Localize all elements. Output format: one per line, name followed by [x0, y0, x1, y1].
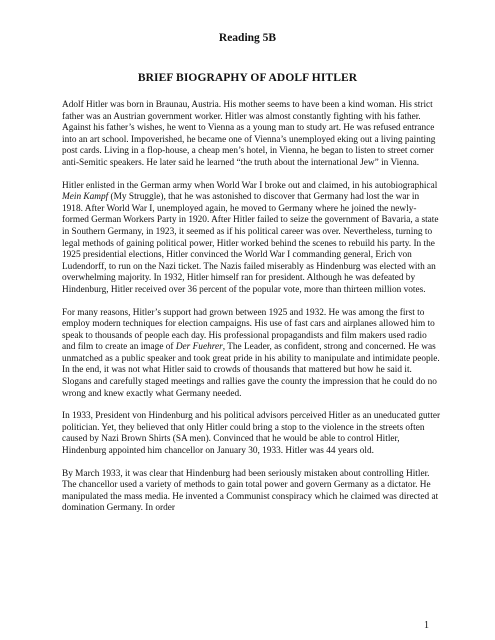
document-title: BRIEF BIOGRAPHY OF ADOLF HITLER [137, 72, 358, 84]
paragraph-5: By March 1933, it was clear that Hindenburg had been seriously mistaken about controlling Hitler. The chancellor used a variety of methods to gain total power and govern Germany as a dictator. He manipulated the mass media. He invented a Communist conspiracy which he claimed was directed at domination Germany. In order [62, 468, 439, 514]
paragraph-2-text-a: Hitler enlisted in the German army when World War I broke out and claimed, in his autobiographical [62, 180, 438, 191]
paragraph-3-text-a: For many reasons, Hitler’s support had grown between 1925 and 1932. He was among the first to employ modern techniques for election campaigns. His use of fast cars and airplanes allowed him to speak to thousands of people each day. His professional propagandists and film makers used radio and film to create an image of [62, 307, 435, 353]
page-number: 1 [424, 620, 429, 631]
paragraph-4: In 1933, President von Hindenburg and his political advisors perceived Hitler as an uneducated gutter politician. Yet, they believed that only Hitler could bring a stop to the violence in the streets often caused by Nazi Brown Shirts (SA men). Convinced that he would be able to control Hitler, Hindenburg appointed him chancellor on January 30, 1933. Hitler was 44 years old. [62, 411, 441, 457]
paragraph-2 [62, 181, 442, 297]
term-der-fuehrer: Der Fuehrer [175, 342, 223, 353]
paragraph-3-text-b: , The Leader, as confident, strong and concerned. He was unmatched as a public speaker and took great pride in his ability to manipulate and intimidate people. In the end, it was not what Hitler said to crowds of thousands that mattered but how he said it. Slogans and carefully staged meetings and rallies gave the county the impression that he could do no wrong and knew exactly what Germany needed. [62, 342, 440, 399]
paragraph-3 [62, 308, 442, 401]
paragraph-1: Adolf Hitler was born in Braunau, Austria. His mother seems to have been a kind woman. His strict father was an Austrian government worker. Hitler was almost constantly fighting with his father. Against his father’s wishes, he went to Vienna as a young man to study art. He was refused entrance into an art school. Impoverished, he became one of Vienna’s unemployed eking out a living painting post cards. Living in a flop-house, a cheap men’s hotel, in Vienna, he began to listen to street corner anti-Semitic speakers. He later said he learned “the truth about the international Jew” in Vienna. [62, 100, 436, 168]
reading-label: Reading 5B [218, 32, 277, 44]
document-body [62, 100, 442, 526]
book-title-mein-kampf: Mein Kampf [62, 192, 109, 203]
paragraph-2-text-b: (My Struggle), that he was astonished to discover that Germany had lost the war in 1918. After World War I, unemployed again, he moved to Germany where he joined the newly-formed German Workers Party in 1920. After Hitler failed to seize the government of Bavaria, a state in Southern Germany, in 1923, it seemed as if his political career was over. Nevertheless, turning to legal methods of gaining political power, Hitler worked behind the scenes to rebuild his party. In the 1925 presidential elections, Hitler convinced the World War I commanding general, Erich von Ludendorff, to run on the Nazi ticket. The Nazis failed miserably as Hindenburg was elected with an overwhelming majority. In 1932, Hitler himself ran for president. Although he was defeated by Hindenburg, Hitler received over 36 percent of the popular vote, more than thirteen million votes. [62, 192, 439, 295]
